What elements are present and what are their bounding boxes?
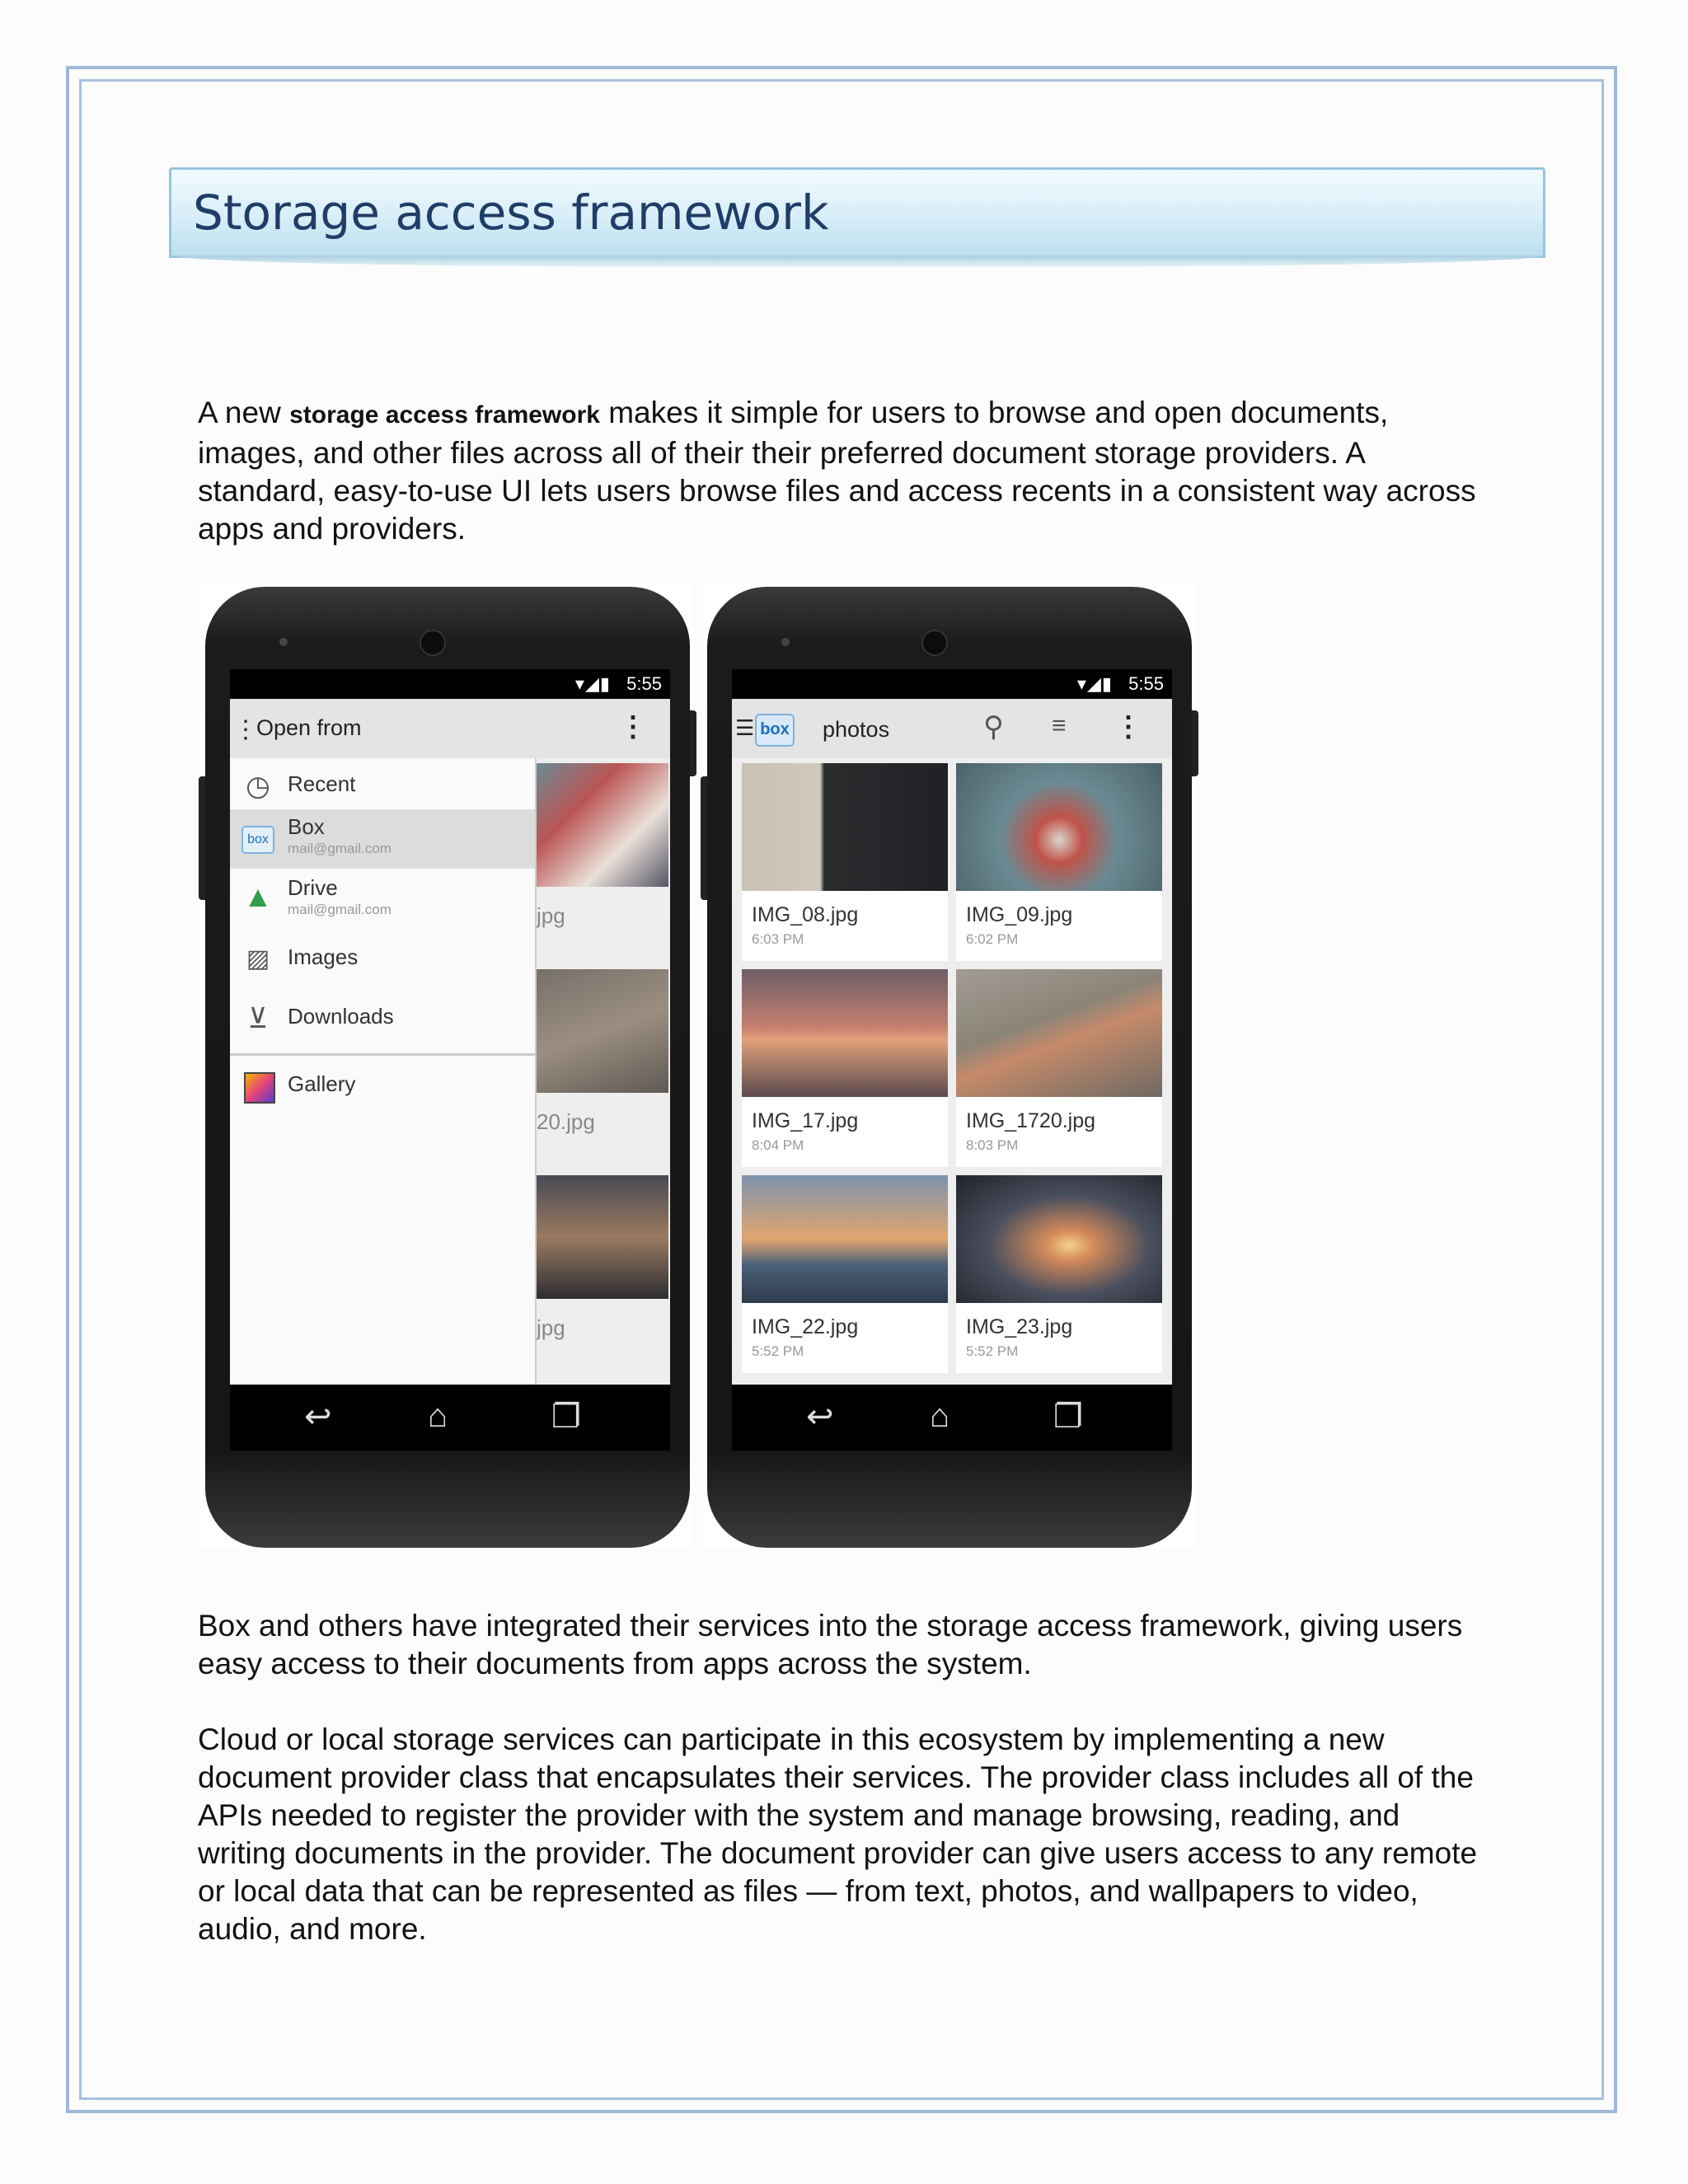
phone-body (707, 587, 1192, 1548)
overflow-menu-icon[interactable]: ⋮ (1114, 711, 1142, 743)
file-time: 5:52 PM (752, 1343, 804, 1359)
navigation-drawer (230, 758, 537, 1385)
photo-card[interactable] (956, 969, 1162, 1167)
overflow-menu-icon[interactable]: ⋮ (619, 711, 647, 743)
thumbnail (537, 969, 668, 1093)
thumbnail-caption: jpg (537, 1315, 565, 1340)
title-banner (169, 167, 1545, 258)
drive-icon: ▲ (243, 879, 273, 913)
intro-bold-term: storage access framework (289, 401, 600, 429)
phone-camera (921, 630, 948, 656)
phone-side-button (690, 710, 696, 776)
file-time: 8:03 PM (966, 1137, 1019, 1153)
nav-bar (732, 1385, 1172, 1451)
drawer-item-drive[interactable] (230, 869, 535, 931)
thumbnail (537, 1175, 668, 1299)
status-bar (732, 669, 1172, 699)
photo-card[interactable] (742, 763, 948, 961)
phone-screenshot-photos (702, 583, 1195, 1549)
photo-thumbnail (742, 763, 948, 891)
search-icon[interactable]: ⚲ (983, 711, 1004, 743)
photo-card[interactable] (956, 763, 1162, 961)
photo-card[interactable] (742, 969, 948, 1167)
app-bar (230, 699, 670, 758)
app-bar (732, 699, 1172, 758)
page-title: Storage access framework (193, 185, 829, 241)
status-time: 5:55 (1128, 673, 1164, 694)
app-bar-title[interactable]: photos (823, 717, 890, 742)
gallery-icon (244, 1072, 275, 1104)
drawer-item-label: Gallery (288, 1071, 356, 1096)
intro-paragraph (198, 394, 1492, 548)
phone-camera (420, 630, 446, 656)
signal-icon: ▾◢▮ (574, 673, 611, 694)
file-time: 8:04 PM (752, 1137, 804, 1153)
clock-icon: ◷ (246, 771, 270, 802)
paragraph-box-integration: Box and others have integrated their services into the storage access framework, giving users easy access to their documents from apps across the system. (198, 1609, 1463, 1680)
file-name: IMG_08.jpg (752, 903, 859, 926)
drawer-item-downloads[interactable] (230, 991, 535, 1050)
file-name: IMG_17.jpg (752, 1109, 859, 1132)
phone-side-button (1192, 710, 1198, 776)
signal-icon: ▾◢▮ (1076, 673, 1113, 694)
intro-prefix: A new (198, 396, 290, 429)
drawer-item-label: Images (288, 944, 359, 969)
intro-suffix: makes it simple for users to browse and open documents, images, and other files across all of their their preferred document storage providers. A standard, easy-to-use UI lets users browse files and access recents in a consistent way across apps and providers. (198, 396, 1476, 546)
photo-thumbnail (742, 969, 948, 1097)
drawer-divider (230, 1053, 535, 1056)
drawer-item-label: Box (288, 814, 325, 839)
back-icon[interactable]: ↩ (304, 1399, 332, 1435)
drawer-item-label: Drive (288, 875, 338, 900)
phone-volume-button (701, 776, 707, 900)
thumbnail (537, 763, 668, 887)
box-icon: box (241, 826, 274, 854)
phone-screen (732, 669, 1172, 1451)
drawer-item-label: Downloads (288, 1004, 394, 1029)
photo-thumbnail (742, 1175, 948, 1303)
box-logo: box (755, 714, 795, 747)
content-area (230, 758, 670, 1385)
paragraph-document-provider: Cloud or local storage services can participate in this ecosystem by implementing a new document provider class that encapsulates their services. The provider class includes all of the APIs needed to register the provider with the system and manage browsing, reading, and writing documents in the provider. The document provider can give users access to any remote or local data that can be represented as files — from text, photos, and wallpapers to video, audio, and more. (198, 1722, 1478, 1946)
file-name: IMG_22.jpg (752, 1315, 859, 1338)
back-icon[interactable]: ↩ (806, 1399, 834, 1435)
recents-icon[interactable]: ❐ (551, 1399, 581, 1435)
thumbnail-caption: 20.jpg (537, 1109, 595, 1134)
sort-icon[interactable]: ≡ (1052, 712, 1067, 739)
photo-card[interactable] (956, 1175, 1162, 1373)
image-icon: ▨ (246, 945, 270, 972)
drawer-item-account: mail@gmail.com (288, 841, 392, 856)
status-bar (230, 669, 670, 699)
photo-thumbnail (956, 763, 1162, 891)
phone-sensor (781, 638, 790, 646)
file-name: IMG_09.jpg (966, 903, 1073, 926)
phone-screen (230, 669, 670, 1451)
phone-sensor (279, 638, 288, 646)
download-icon: ⊻ (247, 1003, 269, 1034)
photo-grid (732, 758, 1172, 1385)
photo-card[interactable] (742, 1175, 948, 1373)
drawer-item-gallery[interactable] (230, 1058, 535, 1118)
home-icon[interactable]: ⌂ (428, 1398, 448, 1434)
photo-thumbnail (956, 1175, 1162, 1303)
drawer-item-images[interactable] (230, 931, 535, 991)
file-name: IMG_1720.jpg (966, 1109, 1096, 1132)
file-time: 6:03 PM (752, 931, 804, 947)
recents-icon[interactable]: ❐ (1053, 1399, 1083, 1435)
phone-volume-button (199, 776, 205, 900)
drawer-item-box[interactable] (230, 809, 535, 869)
photo-thumbnail (956, 969, 1162, 1097)
drawer-item-label: Recent (288, 771, 356, 796)
menu-icon[interactable]: ⋮ (233, 716, 258, 743)
phone-screenshot-open-from (200, 583, 693, 1549)
menu-icon[interactable]: ☰ (735, 715, 755, 740)
file-time: 5:52 PM (966, 1343, 1019, 1359)
file-time: 6:02 PM (966, 931, 1019, 947)
home-icon[interactable]: ⌂ (930, 1398, 950, 1434)
drawer-item-account: mail@gmail.com (288, 902, 392, 917)
nav-bar (230, 1385, 670, 1451)
file-name: IMG_23.jpg (966, 1315, 1073, 1338)
app-bar-title: Open from (256, 715, 362, 740)
phone-body (205, 587, 690, 1548)
status-time: 5:55 (626, 673, 662, 694)
thumbnail-caption: jpg (537, 903, 565, 928)
